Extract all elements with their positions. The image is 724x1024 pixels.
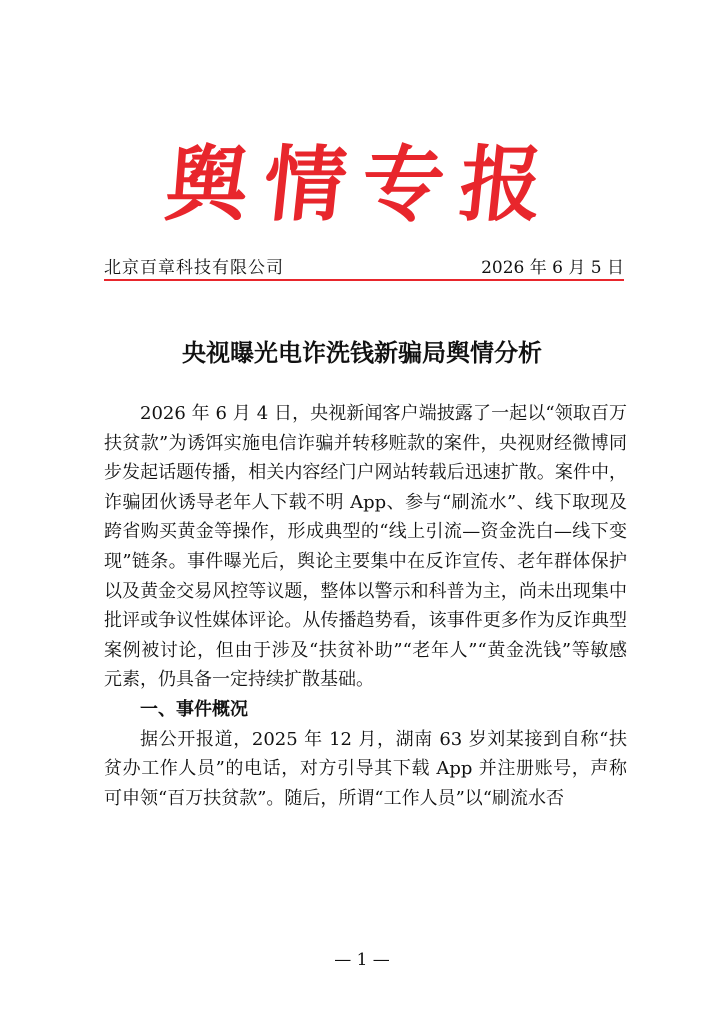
document-body xyxy=(104,399,627,813)
section-paragraph: 据公开报道，2025 年 12 月，湖南 63 岁刘某接到自称“扶贫办工作人员”的电话，对方引导其下载 App 并注册账号，声称可申领“百万扶贫款”。随后，所谓“工作人员”以“刷流水否 xyxy=(104,728,627,809)
masthead-title: 舆情专报 xyxy=(161,138,564,233)
document-title: 央视曝光电诈洗钱新骗局舆情分析 xyxy=(182,339,542,367)
intro-paragraph: 2026 年 6 月 4 日，央视新闻客户端披露了一起以“领取百万扶贫款”为诱饵实施电信诈骗并转移赃款的案件，央视财经微博同步发起话题传播，相关内容经门户网站转载后迅速扩散。案件中，诈骗团伙诱导老年人下载不明 App、参与“刷流水”、线下取现及跨省购买黄金等操作，形成典型的“线上引流—资金洗白—线下变现”链条。事件曝光后，舆论主要集中在反诈宣传、老年群体保护以及黄金交易风控等议题，整体以警示和科普为主，尚未出现集中批评或争议性媒体评论。从传播趋势看，该事件更多作为反诈典型案例被讨论，但由于涉及“扶贫补助”“老年人”“黄金洗钱”等敏感元素，仍具备一定持续扩散基础。 xyxy=(104,403,627,691)
organization-name: 北京百章科技有限公司 xyxy=(104,258,284,278)
page-number: — 1 — xyxy=(334,950,390,970)
header-divider xyxy=(104,279,624,281)
issue-date: 2026 年 6 月 5 日 xyxy=(481,258,624,278)
section-heading: 一、事件概况 xyxy=(140,698,248,720)
